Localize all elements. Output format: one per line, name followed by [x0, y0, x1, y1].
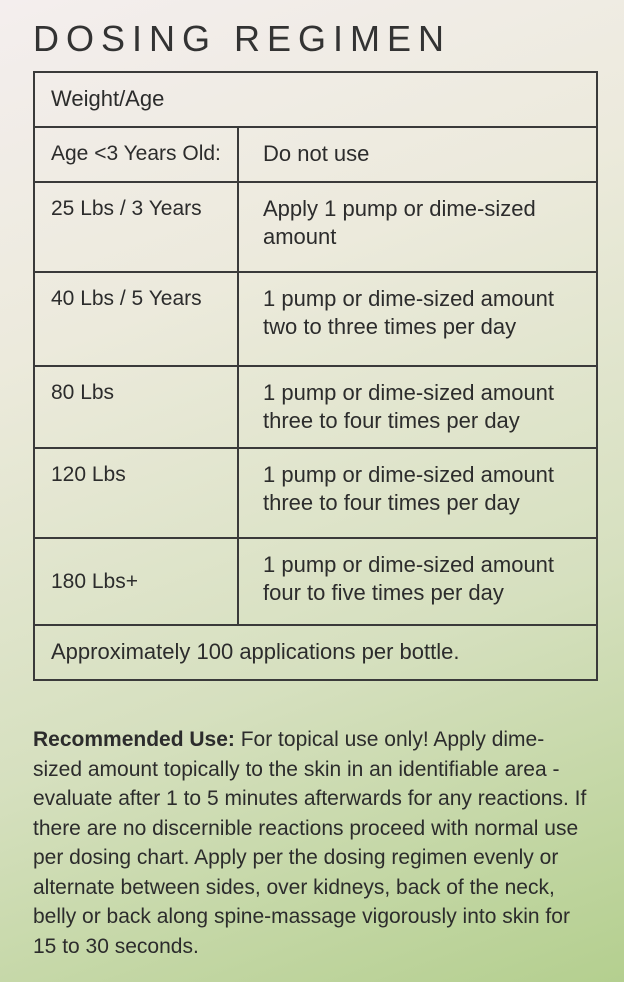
table-footer-cell: Approximately 100 applications per bottle.: [34, 625, 597, 680]
weight-cell: 180 Lbs+: [34, 538, 238, 625]
table-row: [34, 538, 597, 625]
table-header-cell: Weight/Age: [34, 72, 597, 127]
recommended-use-label: Recommended Use:: [33, 728, 235, 751]
table-header-row: [34, 72, 597, 127]
table-row: [34, 182, 597, 272]
dose-cell: 1 pump or dime-sized amount three to four times per day: [238, 366, 597, 448]
weight-cell: 25 Lbs / 3 Years: [34, 182, 238, 272]
weight-cell: Age <3 Years Old:: [34, 127, 238, 182]
dose-cell: Do not use: [238, 127, 597, 182]
weight-cell: 120 Lbs: [34, 448, 238, 538]
recommended-use-text: For topical use only! Apply dime-sized amount topically to the skin in an identifiable area - evaluate after 1 to 5 minutes afterwards for any reactions. If there are no discernible reactions proceed with normal use per dosing chart. Apply per the dosing regimen evenly or alternate between sides, over kidneys, back of the neck, belly or back along spine-massage vigorously into skin for 15 to 30 seconds.: [33, 728, 587, 958]
weight-cell: 80 Lbs: [34, 366, 238, 448]
table-row: [34, 272, 597, 366]
page-title: DOSING REGIMEN: [33, 18, 452, 59]
dosing-table: [33, 71, 598, 681]
table-footer-row: [34, 625, 597, 680]
weight-cell: 40 Lbs / 5 Years: [34, 272, 238, 366]
dose-cell: 1 pump or dime-sized amount four to five times per day: [238, 538, 597, 625]
table-row: [34, 366, 597, 448]
table-row: [34, 448, 597, 538]
recommended-use-paragraph: [33, 725, 593, 961]
dose-cell: 1 pump or dime-sized amount three to four times per day: [238, 448, 597, 538]
dose-cell: Apply 1 pump or dime-sized amount: [238, 182, 597, 272]
table-row: [34, 127, 597, 182]
dose-cell: 1 pump or dime-sized amount two to three times per day: [238, 272, 597, 366]
